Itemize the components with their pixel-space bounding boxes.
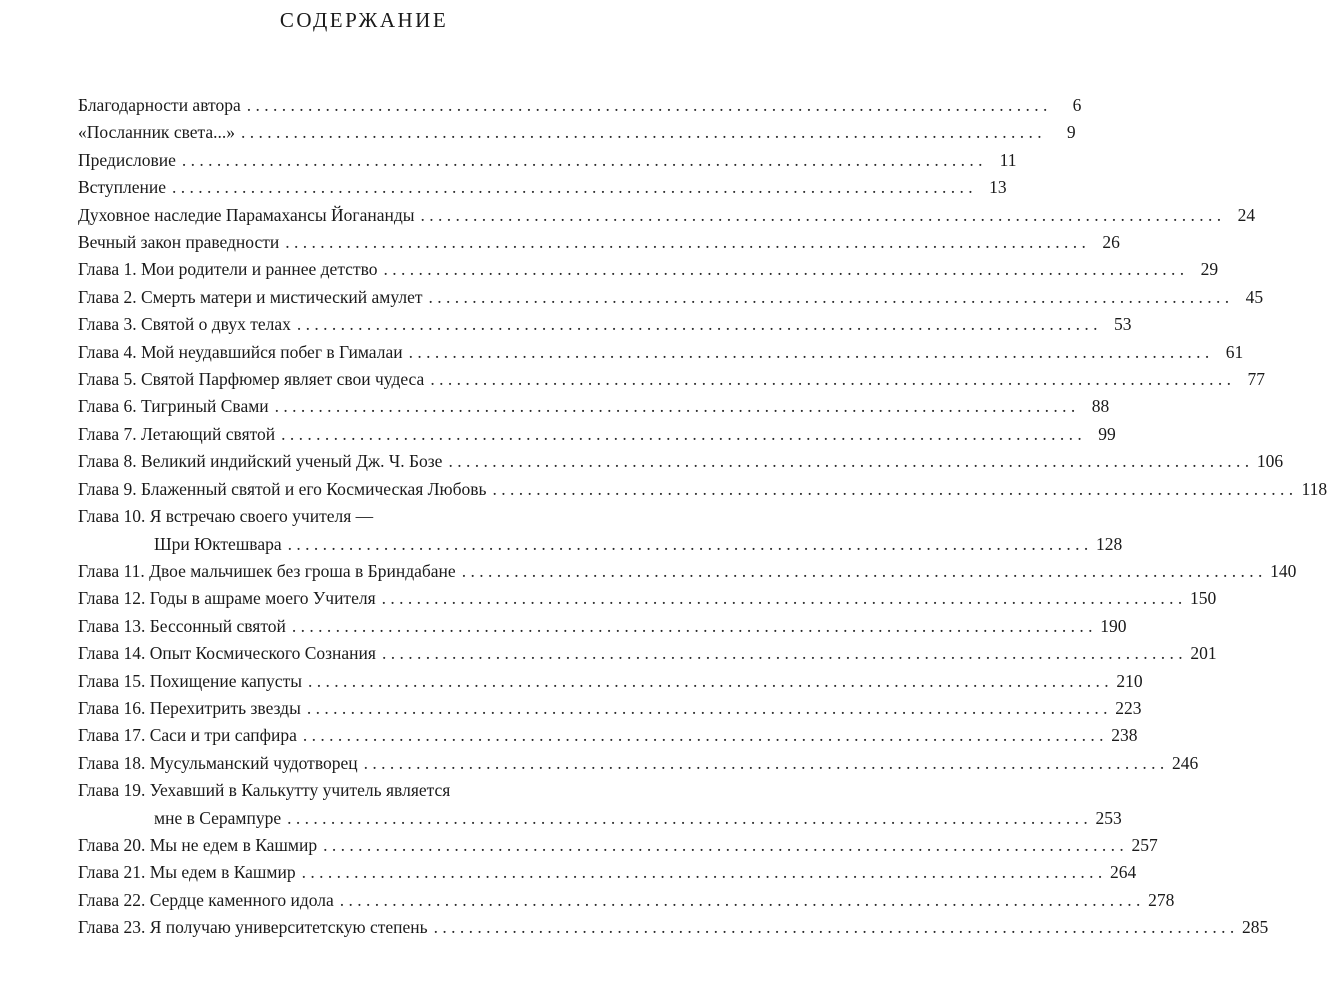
toc-entry bbox=[78, 613, 1127, 640]
toc-entry bbox=[78, 914, 1269, 941]
toc-entry bbox=[78, 421, 1116, 448]
toc-entry-page-number: 285 bbox=[1241, 917, 1269, 938]
toc-entry-page-number: 29 bbox=[1200, 259, 1219, 280]
toc-entry-title: Глава 9. Блаженный святой и его Космическая Любовь bbox=[78, 478, 487, 499]
toc-entry-title: Глава 22. Сердце каменного идола bbox=[78, 889, 334, 910]
toc-entry bbox=[78, 229, 1120, 256]
toc-entry-title: Глава 10. Я встречаю своего учителя — bbox=[78, 506, 374, 527]
toc-entry-page-number: 257 bbox=[1131, 834, 1158, 855]
toc-entry-page-number: 11 bbox=[999, 149, 1017, 170]
dot-leader bbox=[308, 668, 1109, 695]
toc-entry-page-number: 13 bbox=[989, 177, 1007, 198]
toc-entry-page-number: 246 bbox=[1171, 752, 1199, 773]
toc-entry-line bbox=[78, 421, 1116, 448]
toc-entry-title-continuation: Шри Юктешвара bbox=[154, 533, 282, 554]
toc-entry-line bbox=[78, 202, 1256, 229]
toc-entry-title: Глава 17. Саси и три сапфира bbox=[78, 725, 297, 746]
dot-leader bbox=[434, 914, 1235, 941]
toc-entry-page-number: 210 bbox=[1116, 670, 1143, 691]
toc-entry-title: Глава 15. Похищение капусты bbox=[78, 670, 302, 691]
toc-entry bbox=[78, 202, 1256, 229]
toc-entry-line bbox=[78, 695, 1142, 722]
toc-entry-page-number: 88 bbox=[1091, 396, 1110, 417]
toc-entry-line bbox=[78, 914, 1269, 941]
toc-entry-page-number: 118 bbox=[1301, 478, 1327, 499]
toc-entry bbox=[78, 750, 1199, 777]
toc-entry bbox=[78, 859, 1137, 886]
toc-entry-line bbox=[78, 750, 1199, 777]
toc-entry-line bbox=[78, 174, 1007, 201]
dot-leader bbox=[382, 640, 1183, 667]
toc-entry-page-number: 106 bbox=[1256, 451, 1284, 472]
toc-entry-title: Глава 21. Мы едем в Кашмир bbox=[78, 862, 296, 883]
toc-entry-line bbox=[78, 448, 1284, 475]
toc-entry-title: Глава 12. Годы в ашраме моего Учителя bbox=[78, 588, 376, 609]
toc-entry-title: Глава 23. Я получаю университетскую степень bbox=[78, 917, 428, 938]
toc-entry-line bbox=[78, 805, 1122, 832]
toc-entry-title: Глава 2. Смерть матери и мистический амулет bbox=[78, 286, 423, 307]
toc-entry bbox=[78, 476, 1327, 503]
toc-entry-title: Духовное наследие Парамахансы Йогананды bbox=[78, 204, 415, 225]
toc-entry bbox=[78, 558, 1297, 585]
toc-entry-page-number: 99 bbox=[1098, 423, 1116, 444]
dot-leader bbox=[493, 476, 1294, 503]
dot-leader bbox=[448, 448, 1249, 475]
toc-entry-page-number: 190 bbox=[1100, 615, 1127, 636]
toc-entry-line bbox=[78, 92, 1082, 119]
toc-entry bbox=[78, 92, 1082, 119]
toc-entry-line bbox=[78, 558, 1297, 585]
dot-leader bbox=[462, 558, 1263, 585]
toc-entry-title: Глава 13. Бессонный святой bbox=[78, 615, 286, 636]
toc-entry-page-number: 9 bbox=[1066, 122, 1076, 143]
toc-entry bbox=[78, 832, 1158, 859]
toc-entry-line bbox=[78, 229, 1120, 256]
dot-leader bbox=[323, 832, 1124, 859]
dot-leader bbox=[297, 311, 1098, 338]
toc-entry-line bbox=[78, 722, 1138, 749]
dot-leader bbox=[383, 256, 1184, 283]
toc-entry bbox=[78, 147, 1017, 174]
toc-entry bbox=[78, 119, 1076, 146]
toc-entry-page-number: 238 bbox=[1111, 725, 1138, 746]
toc-entry-page-number: 253 bbox=[1095, 807, 1122, 828]
toc-entry-page-number: 140 bbox=[1270, 560, 1297, 581]
toc-entry-page-number: 26 bbox=[1102, 232, 1120, 253]
toc-entry-title: Глава 16. Перехитрить звезды bbox=[78, 697, 301, 718]
toc-entry-title: Глава 5. Святой Парфюмер являет свои чудеса bbox=[78, 369, 425, 390]
toc-entry-line bbox=[78, 311, 1132, 338]
toc-entry-page-number: 264 bbox=[1109, 862, 1137, 883]
dot-leader bbox=[307, 695, 1108, 722]
toc-entry-line bbox=[78, 119, 1076, 146]
toc-entry-page-number: 53 bbox=[1114, 314, 1132, 335]
dot-leader bbox=[409, 339, 1210, 366]
toc-entry-line bbox=[78, 668, 1143, 695]
dot-leader bbox=[340, 887, 1141, 914]
dot-leader bbox=[241, 119, 1042, 146]
toc-entry bbox=[78, 585, 1217, 612]
toc-entry-line bbox=[78, 476, 1327, 503]
toc-entry-page-number: 150 bbox=[1190, 588, 1217, 609]
toc-entry bbox=[78, 722, 1138, 749]
toc-entry-title: Глава 3. Святой о двух телах bbox=[78, 314, 291, 335]
toc-entry bbox=[78, 393, 1110, 420]
toc-entry bbox=[78, 503, 1123, 558]
toc-entry bbox=[78, 366, 1265, 393]
dot-leader bbox=[288, 531, 1089, 558]
toc-entry-line bbox=[78, 832, 1158, 859]
toc-entry bbox=[78, 256, 1219, 283]
toc-entry-line bbox=[78, 531, 1123, 558]
dot-leader bbox=[281, 421, 1082, 448]
dot-leader bbox=[421, 202, 1222, 229]
dot-leader bbox=[287, 805, 1088, 832]
dot-leader bbox=[364, 750, 1165, 777]
toc-entry-title-continuation: мне в Серампуре bbox=[154, 807, 282, 828]
toc-entry-title: Глава 4. Мой неудавшийся побег в Гималаи bbox=[78, 341, 403, 362]
page-title: СОДЕРЖАНИЕ bbox=[279, 8, 449, 32]
toc-entry bbox=[78, 448, 1284, 475]
toc-entry-line bbox=[78, 613, 1127, 640]
toc-entry-line bbox=[78, 284, 1264, 311]
toc-entry-title: Вступление bbox=[78, 177, 166, 198]
toc-entry-page-number: 61 bbox=[1225, 341, 1244, 362]
toc-entry-line bbox=[78, 393, 1110, 420]
dot-leader bbox=[275, 393, 1076, 420]
toc-entry-line bbox=[78, 887, 1175, 914]
toc-entry-title: Вечный закон праведности bbox=[78, 232, 280, 253]
toc-entry-title: Глава 11. Двое мальчишек без гроша в Бриндабане bbox=[78, 560, 456, 581]
toc-entry bbox=[78, 777, 1122, 832]
toc-entry-title: Глава 7. Летающий святой bbox=[78, 423, 276, 444]
toc-entry-title: Глава 6. Тигриный Свами bbox=[78, 396, 269, 417]
dot-leader bbox=[303, 722, 1104, 749]
toc-entry-page-number: 77 bbox=[1247, 369, 1265, 390]
toc-entry bbox=[78, 668, 1143, 695]
toc-entry-title: Глава 20. Мы не едем в Кашмир bbox=[78, 834, 318, 855]
toc-entry-line bbox=[78, 585, 1217, 612]
toc-entry bbox=[78, 640, 1217, 667]
dot-leader bbox=[292, 613, 1093, 640]
toc-entry-page-number: 128 bbox=[1096, 533, 1123, 554]
dot-leader bbox=[302, 859, 1103, 886]
dot-leader bbox=[247, 92, 1048, 119]
dot-leader bbox=[285, 229, 1086, 256]
dot-leader bbox=[382, 585, 1183, 612]
toc-entry-title: Глава 8. Великий индийский ученый Дж. Ч. Бозе bbox=[78, 451, 443, 472]
dot-leader bbox=[430, 366, 1231, 393]
dot-leader bbox=[172, 174, 973, 201]
toc-entry-title: Глава 19. Уехавший в Калькутту учитель является bbox=[78, 780, 451, 801]
toc-entry bbox=[78, 695, 1142, 722]
toc-entry-page-number: 223 bbox=[1115, 697, 1142, 718]
toc-entry-line bbox=[78, 256, 1219, 283]
toc-entry-line bbox=[78, 147, 1017, 174]
toc-entry-title: Глава 14. Опыт Космического Сознания bbox=[78, 643, 376, 664]
toc-entry-page-number: 201 bbox=[1190, 643, 1217, 664]
toc-entry-title: Глава 1. Мои родители и раннее детство bbox=[78, 259, 378, 280]
toc-entry-page-number: 45 bbox=[1245, 286, 1264, 307]
toc-entry bbox=[78, 284, 1264, 311]
dot-leader bbox=[429, 284, 1230, 311]
toc-entry-title: Предисловие bbox=[78, 149, 176, 170]
toc-entry-title: Благодарности автора bbox=[78, 95, 241, 115]
toc-entry bbox=[78, 339, 1244, 366]
toc-entry-title: «Посланник света...» bbox=[78, 122, 236, 143]
toc-entry bbox=[78, 887, 1175, 914]
toc-entry-line bbox=[78, 859, 1137, 886]
dot-leader bbox=[182, 147, 983, 174]
toc-entry-line bbox=[78, 339, 1244, 366]
toc-entry-page-number: 6 bbox=[1072, 95, 1082, 115]
toc-entry-title: Глава 18. Мусульманский чудотворец bbox=[78, 752, 358, 773]
toc-entry-page-number: 278 bbox=[1148, 889, 1175, 910]
table-of-contents bbox=[78, 92, 1327, 942]
toc-entry-page-number: 24 bbox=[1237, 204, 1256, 225]
toc-entry bbox=[78, 174, 1007, 201]
toc-entry-line bbox=[78, 640, 1217, 667]
toc-entry-line bbox=[78, 366, 1265, 393]
toc-entry bbox=[78, 311, 1132, 338]
